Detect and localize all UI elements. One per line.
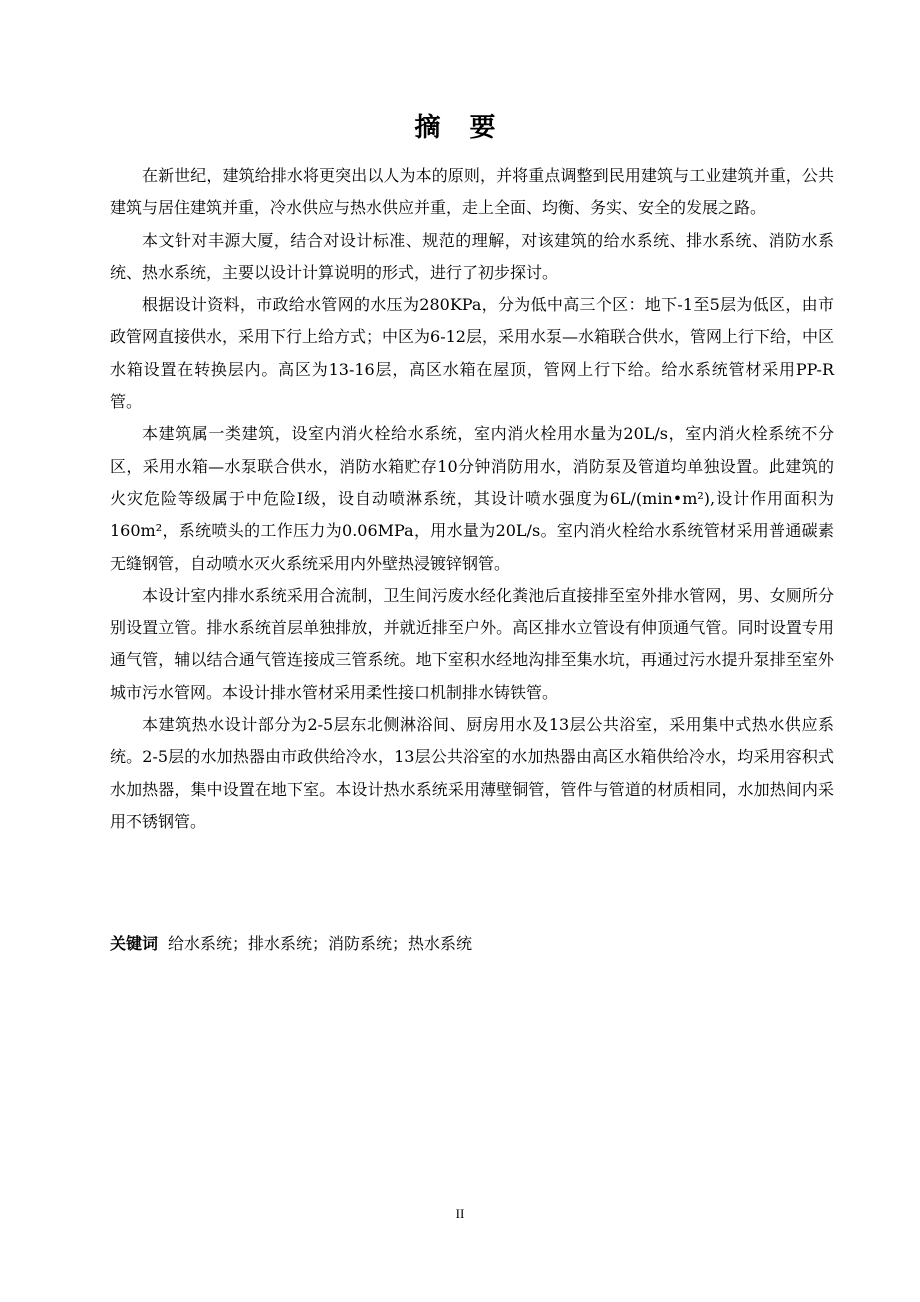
abstract-paragraph-2: 本文针对丰源大厦，结合对设计标准、规范的理解，对该建筑的给水系统、排水系统、消防水系统、热水系统，主要以设计计算说明的形式，进行了初步探讨。 — [110, 230, 834, 282]
abstract-paragraph-3: 根据设计资料，市政给水管网的水压为280KPa，分为低中高三个区：地下-1至5层为低区，由市政管网直接供水，采用下行上给方式；中区为6-12层，采用水泵—水箱联合供水，管网上行下给，中区水箱设置在转换层内。高区为13-16层，高区水箱在屋顶，管网上行下给。给水系统管材采用PP-R管。 — [110, 295, 834, 412]
abstract-body — [110, 160, 834, 838]
keywords-line — [110, 928, 834, 960]
keywords-label: 关键词 — [110, 934, 159, 953]
abstract-paragraph-6: 本建筑热水设计部分为2-5层东北侧淋浴间、厨房用水及13层公共浴室，采用集中式热水供应系统。2-5层的水加热器由市政供给冷水，13层公共浴室的水加热器由高区水箱供给冷水，均采用容积式水加热器，集中设置在地下室。本设计热水系统采用薄壁铜管，管件与管道的材质相同，水加热间内采用不锈钢管。 — [110, 715, 834, 831]
abstract-paragraph-4: 本建筑属一类建筑，设室内消火栓给水系统，室内消火栓用水量为20L/s，室内消火栓系统不分区，采用水箱—水泵联合供水，消防水箱贮存10分钟消防用水，消防泵及管道均单独设置。此建筑的火灾危险等级属于中危险Ⅰ级，设自动喷淋系统，其设计喷水强度为6L/(min•m²),设计作用面积为160m²，系统喷头的工作压力为0.06MPa，用水量为20L/s。室内消火栓给水系统管材采用普通碳素无缝钢管，自动喷水灭火系统采用内外壁热浸镀锌钢管。 — [110, 424, 834, 573]
abstract-paragraph-1: 在新世纪，建筑给排水将更突出以人为本的原则，并将重点调整到民用建筑与工业建筑并重，公共建筑与居住建筑并重，冷水供应与热水供应并重，走上全面、均衡、务实、安全的发展之路。 — [110, 166, 834, 218]
keywords-list: 给水系统；排水系统；消防系统；热水系统 — [168, 934, 473, 953]
page-number: II — [455, 1206, 465, 1221]
page-title: 摘 要 — [414, 113, 506, 143]
abstract-paragraph-5: 本设计室内排水系统采用合流制，卫生间污废水经化粪池后直接排至室外排水管网，男、女厕所分别设置立管。排水系统首层单独排放，并就近排至户外。高区排水立管设有伸顶通气管。同时设置专用通气管，辅以结合通气管连接成三管系统。地下室积水经地沟排至集水坑，再通过污水提升泵排至室外城市污水管网。本设计排水管材采用柔性接口机制排水铸铁管。 — [110, 585, 834, 702]
